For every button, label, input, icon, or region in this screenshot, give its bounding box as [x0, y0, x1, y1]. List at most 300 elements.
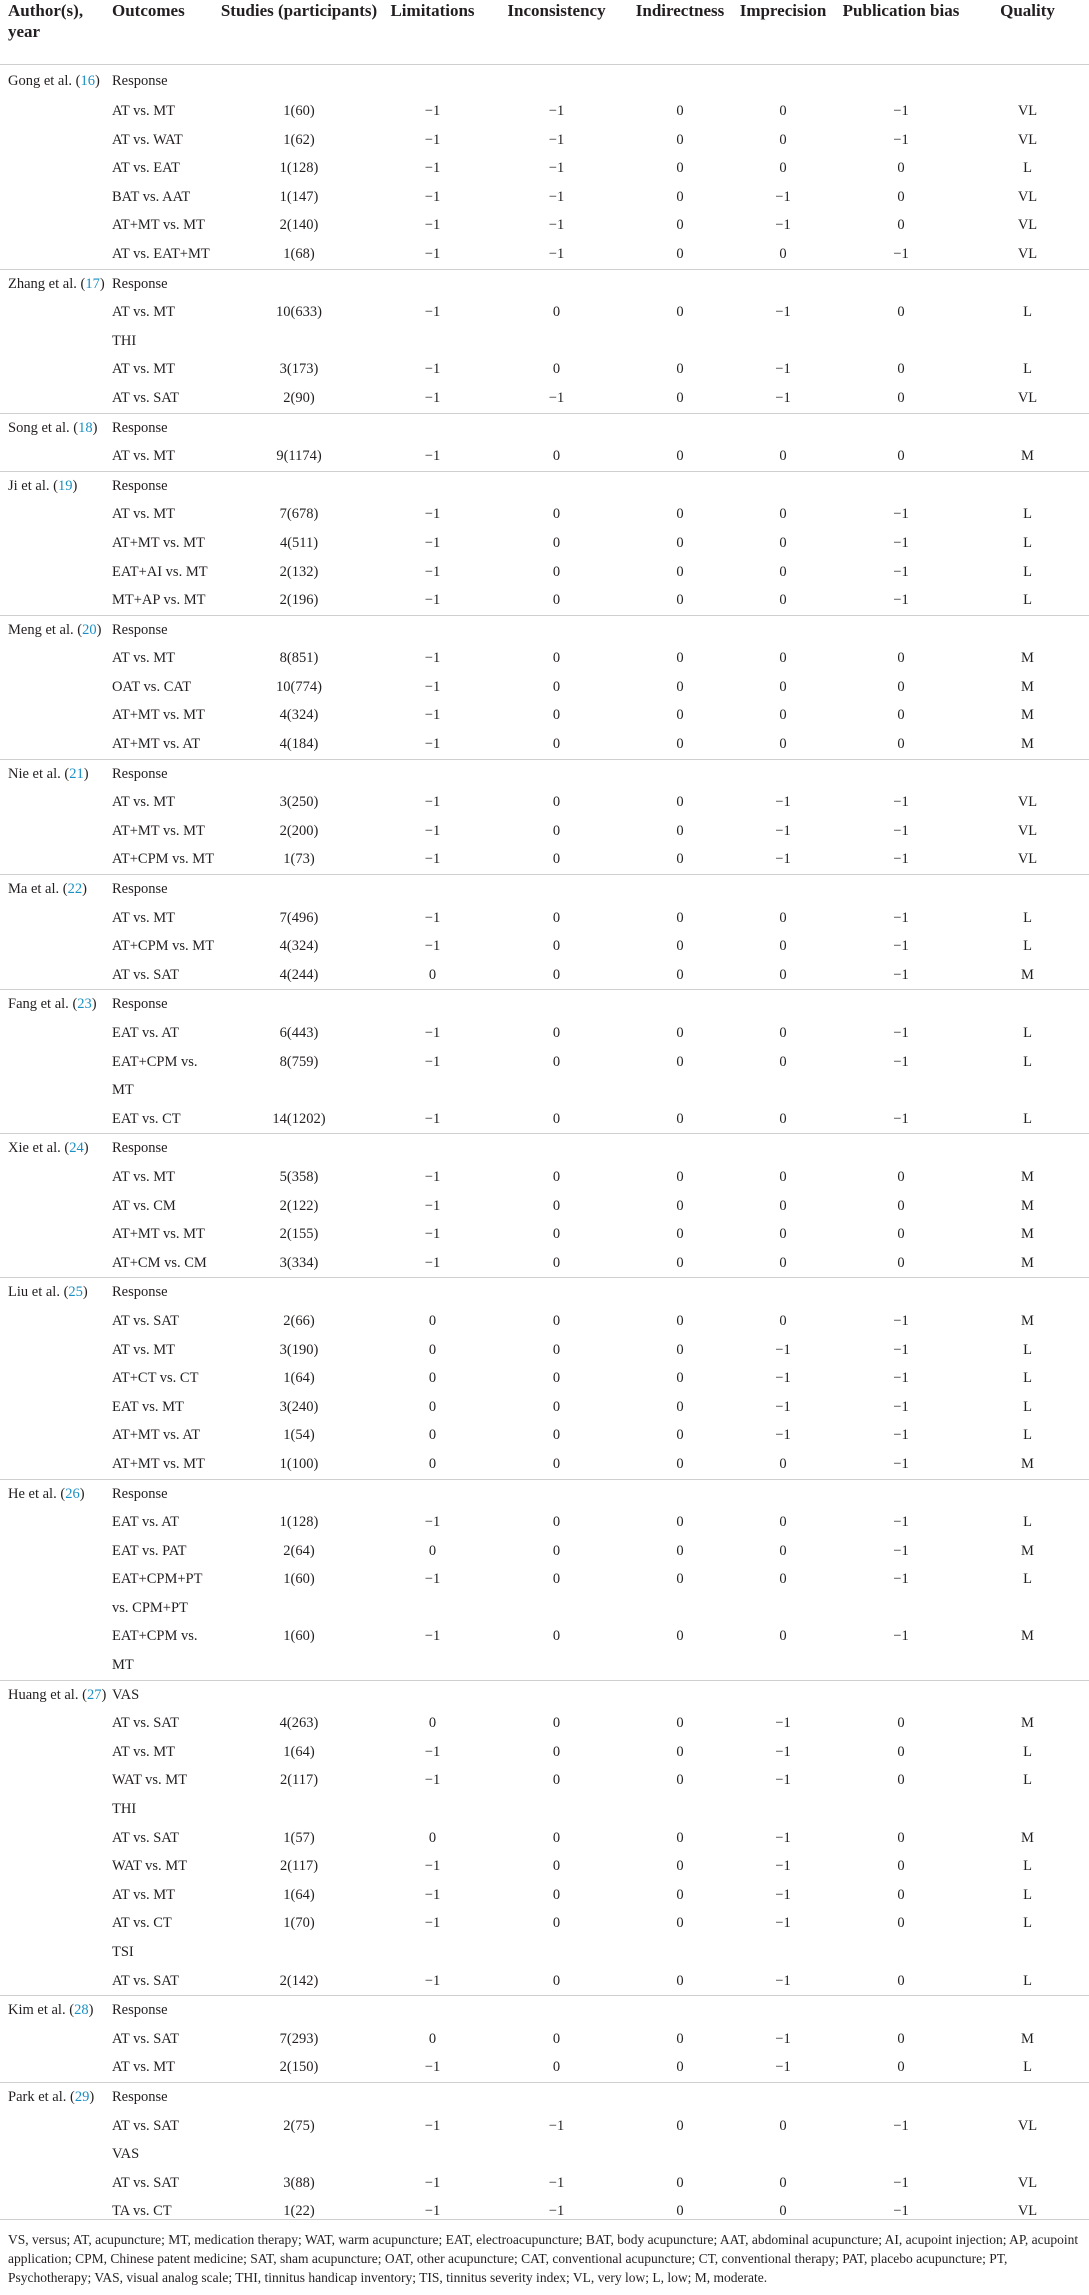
inconsistency-cell: −1 [548, 2203, 565, 2220]
quality-cell: L [1023, 1886, 1032, 1903]
imprecision-cell: 0 [779, 2117, 787, 2134]
limitations-cell: −1 [424, 2203, 441, 2220]
reference-link[interactable]: 21 [69, 765, 84, 782]
publication-bias-cell [836, 759, 966, 788]
studies-cell: 1(68) [283, 245, 315, 262]
author-cell [0, 1364, 104, 1393]
table-row [0, 211, 1089, 240]
indirectness-cell: 0 [676, 1514, 684, 1531]
publication-bias-cell: −1 [893, 822, 909, 839]
studies-cell [216, 759, 382, 788]
author-cell [0, 1967, 104, 1996]
outcome-comparison: AT vs. MT [112, 103, 175, 119]
quality-cell: M [1021, 1226, 1034, 1243]
limitations-cell: 0 [428, 1370, 437, 1387]
author-cell [0, 1766, 104, 1795]
publication-bias-cell: 0 [897, 304, 905, 321]
inconsistency-cell: 0 [552, 506, 561, 523]
inconsistency-cell: 0 [552, 1427, 561, 1444]
imprecision-cell [730, 413, 836, 442]
outcome-label: VAS [112, 2146, 140, 2163]
reference-link[interactable]: 27 [86, 1686, 102, 1703]
indirectness-cell: 0 [676, 650, 684, 667]
outcome-comparison: MT+AP vs. MT [112, 592, 206, 609]
author-group-row [0, 65, 1089, 98]
author-group-row [0, 1479, 1089, 1508]
limitations-cell: −1 [424, 361, 441, 378]
publication-bias-cell [836, 1680, 966, 1709]
studies-cell: 7(496) [279, 909, 319, 926]
indirectness-cell: 0 [676, 1886, 684, 1903]
limitations-cell [382, 759, 483, 788]
author-cell [0, 1537, 104, 1566]
reference-link[interactable]: 18 [78, 419, 93, 436]
inconsistency-cell: −1 [548, 131, 565, 148]
limitations-cell: −1 [424, 1254, 441, 1271]
author-cell [0, 1795, 104, 1824]
imprecision-cell [730, 1938, 836, 1967]
inconsistency-cell: 0 [552, 1025, 561, 1041]
inconsistency-cell: 0 [552, 2059, 561, 2076]
outcome-comparison: EAT+CPM vs. [112, 1628, 198, 1645]
studies-cell: 2(64) [283, 1542, 315, 1559]
publication-bias-cell: 0 [897, 678, 905, 695]
limitations-cell: 0 [428, 1455, 437, 1472]
limitations-cell: −1 [424, 678, 441, 695]
limitations-cell: −1 [424, 563, 441, 580]
author-cell [0, 1909, 104, 1938]
studies-cell [216, 413, 382, 442]
indirectness-cell: 0 [676, 1197, 684, 1214]
table-row [0, 1105, 1089, 1134]
quality-cell: M [1021, 966, 1034, 983]
reference-link[interactable]: 22 [67, 881, 83, 898]
imprecision-cell: 0 [779, 1025, 787, 1041]
publication-bias-cell: −1 [893, 851, 909, 868]
author-cell: Nie et al. (21) [0, 759, 104, 788]
table-row [0, 1565, 1089, 1594]
author-cell: Liu et al. (25) [0, 1278, 104, 1307]
studies-cell [216, 1076, 382, 1105]
author-cell: Ma et al. (22) [0, 875, 104, 904]
inconsistency-cell [483, 1594, 630, 1623]
indirectness-cell: 0 [676, 2203, 684, 2220]
limitations-cell: −1 [424, 592, 441, 609]
indirectness-cell: 0 [676, 2059, 684, 2076]
table-row [0, 1421, 1089, 1450]
reference-link[interactable]: 26 [65, 1485, 80, 1502]
author-name: Zhang et al. [8, 275, 77, 292]
limitations-cell: −1 [424, 938, 441, 955]
studies-cell [216, 1134, 382, 1163]
limitations-cell: −1 [424, 1025, 441, 1041]
outcome-comparison: AT+MT vs. MT [112, 217, 205, 234]
inconsistency-cell: 0 [552, 938, 561, 955]
imprecision-cell [730, 615, 836, 644]
outcome-label: Response [104, 1278, 216, 1307]
imprecision-cell [730, 875, 836, 904]
table-row [0, 558, 1089, 587]
inconsistency-cell [483, 875, 630, 904]
table-row [0, 586, 1089, 615]
author-name: Fang et al. [8, 996, 69, 1013]
author-cell [0, 529, 104, 558]
inconsistency-cell: 0 [552, 1915, 561, 1932]
indirectness-cell: 0 [676, 2030, 684, 2047]
studies-cell: 9(1174) [276, 448, 322, 465]
author-cell [0, 2140, 104, 2169]
limitations-cell: −1 [424, 506, 441, 523]
quality-cell: L [1023, 909, 1032, 926]
studies-cell [216, 1680, 382, 1709]
header-imprecision: Imprecision [730, 0, 836, 65]
outcome-comparison: AT vs. SAT [112, 2174, 180, 2191]
outcome-comparison: AT vs. MT [112, 909, 175, 926]
outcome-comparison: TA vs. CT [112, 2203, 172, 2220]
imprecision-cell: −1 [775, 188, 791, 205]
imprecision-cell: 0 [779, 1226, 787, 1243]
imprecision-cell: −1 [775, 1772, 791, 1789]
limitations-cell: 0 [428, 1312, 437, 1329]
publication-bias-cell [836, 2140, 966, 2169]
quality-cell [966, 615, 1089, 644]
outcome-comparison: AT vs. MT [112, 650, 175, 667]
publication-bias-cell: −1 [893, 1542, 909, 1559]
studies-cell: 4(324) [279, 938, 319, 955]
inconsistency-cell: 0 [552, 2030, 561, 2047]
table-row [0, 154, 1089, 183]
studies-cell: 1(64) [283, 1886, 315, 1903]
reference-link[interactable]: 23 [77, 996, 92, 1013]
publication-bias-cell: −1 [893, 909, 909, 926]
inconsistency-cell [483, 269, 630, 298]
indirectness-cell [630, 875, 730, 904]
publication-bias-cell: −1 [893, 1025, 909, 1041]
table-row [0, 961, 1089, 990]
table-row [0, 1622, 1089, 1651]
table-row [0, 788, 1089, 817]
publication-bias-cell: −1 [893, 2203, 909, 2220]
indirectness-cell: 0 [676, 1312, 684, 1329]
quality-cell [966, 1134, 1089, 1163]
reference-link[interactable]: 25 [68, 1284, 83, 1301]
outcome-comparison: AT+MT vs. AT [112, 736, 201, 753]
table-row [0, 845, 1089, 874]
indirectness-cell: 0 [676, 822, 684, 839]
header-row [0, 0, 1089, 65]
inconsistency-cell: 0 [552, 678, 561, 695]
indirectness-cell: 0 [676, 1972, 684, 1989]
limitations-cell [382, 413, 483, 442]
publication-bias-cell: 0 [897, 361, 905, 378]
imprecision-cell: −1 [775, 794, 791, 811]
table-row [0, 817, 1089, 846]
author-cell: Huang et al. (27) [0, 1680, 104, 1709]
outcome-comparison: AT+CPM vs. MT [112, 938, 215, 955]
table-row [0, 1450, 1089, 1479]
quality-cell [966, 65, 1089, 98]
quality-cell [966, 269, 1089, 298]
author-cell [0, 558, 104, 587]
limitations-cell: −1 [424, 534, 441, 551]
publication-bias-cell [836, 1479, 966, 1508]
publication-bias-cell [836, 615, 966, 644]
table-row [0, 1364, 1089, 1393]
outcome-comparison: EAT+CPM vs. [112, 1053, 198, 1070]
publication-bias-cell: 0 [897, 160, 905, 177]
inconsistency-cell: 0 [552, 1972, 561, 1989]
inconsistency-cell [483, 1076, 630, 1105]
inconsistency-cell: 0 [552, 1628, 561, 1645]
imprecision-cell: 0 [779, 592, 787, 609]
outcome-label: MT [112, 1082, 134, 1099]
imprecision-cell: 0 [779, 2174, 787, 2191]
studies-cell: 4(511) [279, 534, 319, 551]
outcome-comparison: EAT vs. AT [112, 1514, 180, 1531]
outcome-comparison: EAT+CPM+PT [112, 1571, 203, 1588]
imprecision-cell: 0 [779, 103, 787, 119]
author-cell [0, 1249, 104, 1278]
reference-link[interactable]: 29 [74, 2088, 90, 2105]
outcome-comparison: AT+CM vs. CM [112, 1254, 207, 1271]
table-row [0, 1336, 1089, 1365]
indirectness-cell: 0 [676, 1226, 684, 1243]
quality-cell [966, 1594, 1089, 1623]
limitations-cell [382, 1278, 483, 1307]
indirectness-cell [630, 990, 730, 1019]
limitations-cell: 0 [428, 1341, 437, 1358]
author-cell: Ji et al. (19) [0, 471, 104, 500]
publication-bias-cell [836, 65, 966, 98]
quality-cell [966, 1795, 1089, 1824]
author-cell [0, 500, 104, 529]
reference-link[interactable]: 20 [82, 621, 97, 638]
author-name: Meng et al. [8, 621, 74, 638]
limitations-cell: −1 [424, 650, 441, 667]
author-group-row [0, 875, 1089, 904]
author-cell [0, 126, 104, 155]
outcome-comparison: AT+MT vs. AT [112, 1427, 201, 1444]
table-row [0, 442, 1089, 471]
studies-cell: 14(1202) [272, 1110, 326, 1127]
studies-cell: 2(140) [279, 217, 319, 234]
outcome-label: Response [104, 1996, 216, 2025]
reference-link[interactable]: 28 [74, 2002, 89, 2019]
author-cell [0, 1594, 104, 1623]
author-name: Huang et al. [8, 1686, 79, 1703]
limitations-cell [382, 875, 483, 904]
imprecision-cell [730, 269, 836, 298]
outcome-comparison: AT vs. CM [112, 1197, 176, 1214]
author-cell [0, 2112, 104, 2141]
indirectness-cell: 0 [676, 1254, 684, 1271]
quality-cell [966, 1651, 1089, 1680]
inconsistency-cell: −1 [548, 103, 565, 119]
quality-cell [966, 1680, 1089, 1709]
quality-cell: M [1021, 650, 1034, 667]
indirectness-cell: 0 [676, 506, 684, 523]
author-cell [0, 730, 104, 759]
quality-cell: L [1023, 563, 1032, 580]
imprecision-cell: −1 [775, 1341, 791, 1358]
indirectness-cell: 0 [676, 160, 684, 177]
inconsistency-cell: 0 [552, 1772, 561, 1789]
studies-cell: 1(64) [283, 1743, 315, 1760]
publication-bias-cell: −1 [893, 966, 909, 983]
indirectness-cell [630, 1680, 730, 1709]
table-row [0, 1508, 1089, 1537]
outcome-comparison: AT vs. CT [112, 1915, 172, 1932]
author-group-row [0, 759, 1089, 788]
indirectness-cell: 0 [676, 217, 684, 234]
limitations-cell: −1 [424, 822, 441, 839]
indirectness-cell: 0 [676, 1571, 684, 1588]
quality-cell [966, 1076, 1089, 1105]
author-cell [0, 932, 104, 961]
outcome-comparison: AT vs. SAT [112, 1829, 180, 1846]
inconsistency-cell [483, 1996, 630, 2025]
studies-cell [216, 1651, 382, 1680]
inconsistency-cell: 0 [552, 1110, 561, 1127]
indirectness-cell: 0 [676, 103, 684, 119]
studies-cell: 2(122) [279, 1197, 319, 1214]
author-name: Kim et al. [8, 2002, 66, 2019]
table-row [0, 1594, 1089, 1623]
quality-cell: L [1023, 304, 1032, 321]
imprecision-cell: −1 [775, 1743, 791, 1760]
imprecision-cell: 0 [779, 563, 787, 580]
author-cell [0, 2053, 104, 2082]
indirectness-cell: 0 [676, 361, 684, 378]
reference-link[interactable]: 24 [69, 1140, 84, 1157]
publication-bias-cell: 0 [897, 707, 905, 724]
header-quality: Quality [966, 0, 1089, 65]
inconsistency-cell: 0 [552, 563, 561, 580]
quality-cell: VL [1017, 188, 1038, 205]
author-cell [0, 1450, 104, 1479]
reference-link[interactable]: 16 [80, 72, 95, 89]
limitations-cell: −1 [424, 1858, 441, 1875]
table-row [0, 1048, 1089, 1077]
author-cell [0, 1565, 104, 1594]
publication-bias-cell [836, 269, 966, 298]
author-cell [0, 183, 104, 212]
studies-cell: 2(132) [279, 563, 319, 580]
quality-cell [966, 413, 1089, 442]
reference-link[interactable]: 19 [57, 477, 73, 494]
limitations-cell [382, 1076, 483, 1105]
quality-cell: L [1023, 1025, 1032, 1041]
outcome-label: Response [104, 759, 216, 788]
header-limitations: Limitations [382, 0, 483, 65]
outcome-comparison: AT vs. MT [112, 1168, 175, 1185]
studies-cell [216, 875, 382, 904]
author-name: Nie et al. [8, 765, 61, 782]
publication-bias-cell: −1 [893, 1455, 909, 1472]
quality-cell [966, 1278, 1089, 1307]
limitations-cell: 0 [428, 1715, 437, 1732]
outcome-comparison: BAT vs. AAT [112, 188, 191, 205]
imprecision-cell [730, 2140, 836, 2169]
studies-cell: 2(155) [279, 1226, 319, 1243]
quality-cell [966, 875, 1089, 904]
imprecision-cell: 0 [779, 707, 787, 724]
publication-bias-cell: 0 [897, 1915, 905, 1932]
limitations-cell [382, 471, 483, 500]
limitations-cell [382, 1134, 483, 1163]
imprecision-cell: −1 [775, 304, 791, 321]
imprecision-cell [730, 1278, 836, 1307]
author-cell [0, 586, 104, 615]
quality-cell: VL [1017, 389, 1038, 406]
indirectness-cell [630, 759, 730, 788]
inconsistency-cell: 0 [552, 1542, 561, 1559]
inconsistency-cell [483, 413, 630, 442]
indirectness-cell: 0 [676, 707, 684, 724]
author-cell [0, 442, 104, 471]
inconsistency-cell: −1 [548, 217, 565, 234]
author-name: Song et al. [8, 419, 70, 436]
limitations-cell [382, 1795, 483, 1824]
table-row [0, 673, 1089, 702]
limitations-cell: −1 [424, 1628, 441, 1645]
author-cell [0, 1824, 104, 1853]
inconsistency-cell: 0 [552, 1341, 561, 1358]
quality-cell: L [1023, 506, 1032, 523]
studies-cell: 3(88) [283, 2174, 315, 2191]
table-row [0, 1824, 1089, 1853]
inconsistency-cell: 0 [552, 1226, 561, 1243]
header-indirectness: Indirectness [630, 0, 730, 65]
table-row [0, 932, 1089, 961]
inconsistency-cell [483, 2140, 630, 2169]
inconsistency-cell: 0 [552, 1312, 561, 1329]
quality-cell: VL [1017, 794, 1038, 811]
header-publication-bias: Publication bias [836, 0, 966, 65]
quality-cell: L [1023, 592, 1032, 609]
imprecision-cell [730, 1680, 836, 1709]
table-row [0, 2025, 1089, 2054]
imprecision-cell: −1 [775, 389, 791, 406]
inconsistency-cell: 0 [552, 909, 561, 926]
outcome-comparison: EAT vs. AT [112, 1025, 180, 1041]
imprecision-cell: 0 [779, 1628, 787, 1645]
studies-cell: 7(293) [279, 2030, 319, 2047]
outcome-comparison: AT vs. MT [112, 304, 175, 321]
studies-cell [216, 65, 382, 98]
author-group-row [0, 2082, 1089, 2111]
author-group-row [0, 1278, 1089, 1307]
publication-bias-cell: −1 [893, 1427, 909, 1444]
author-name: Gong et al. [8, 72, 73, 89]
table-header [0, 0, 1089, 65]
outcome-label: vs. CPM+PT [112, 1599, 188, 1616]
author-cell [0, 1709, 104, 1738]
outcome-label: Response [104, 2082, 216, 2111]
author-cell: Meng et al. (20) [0, 615, 104, 644]
quality-cell: VL [1017, 822, 1038, 839]
reference-link[interactable]: 17 [85, 275, 100, 292]
imprecision-cell: −1 [775, 2030, 791, 2047]
limitations-cell: −1 [424, 2059, 441, 2076]
inconsistency-cell: 0 [552, 1514, 561, 1531]
studies-cell: 4(184) [279, 736, 319, 753]
limitations-cell [382, 990, 483, 1019]
studies-cell [216, 615, 382, 644]
inconsistency-cell [483, 327, 630, 356]
limitations-cell: −1 [424, 909, 441, 926]
inconsistency-cell: 0 [552, 736, 561, 753]
